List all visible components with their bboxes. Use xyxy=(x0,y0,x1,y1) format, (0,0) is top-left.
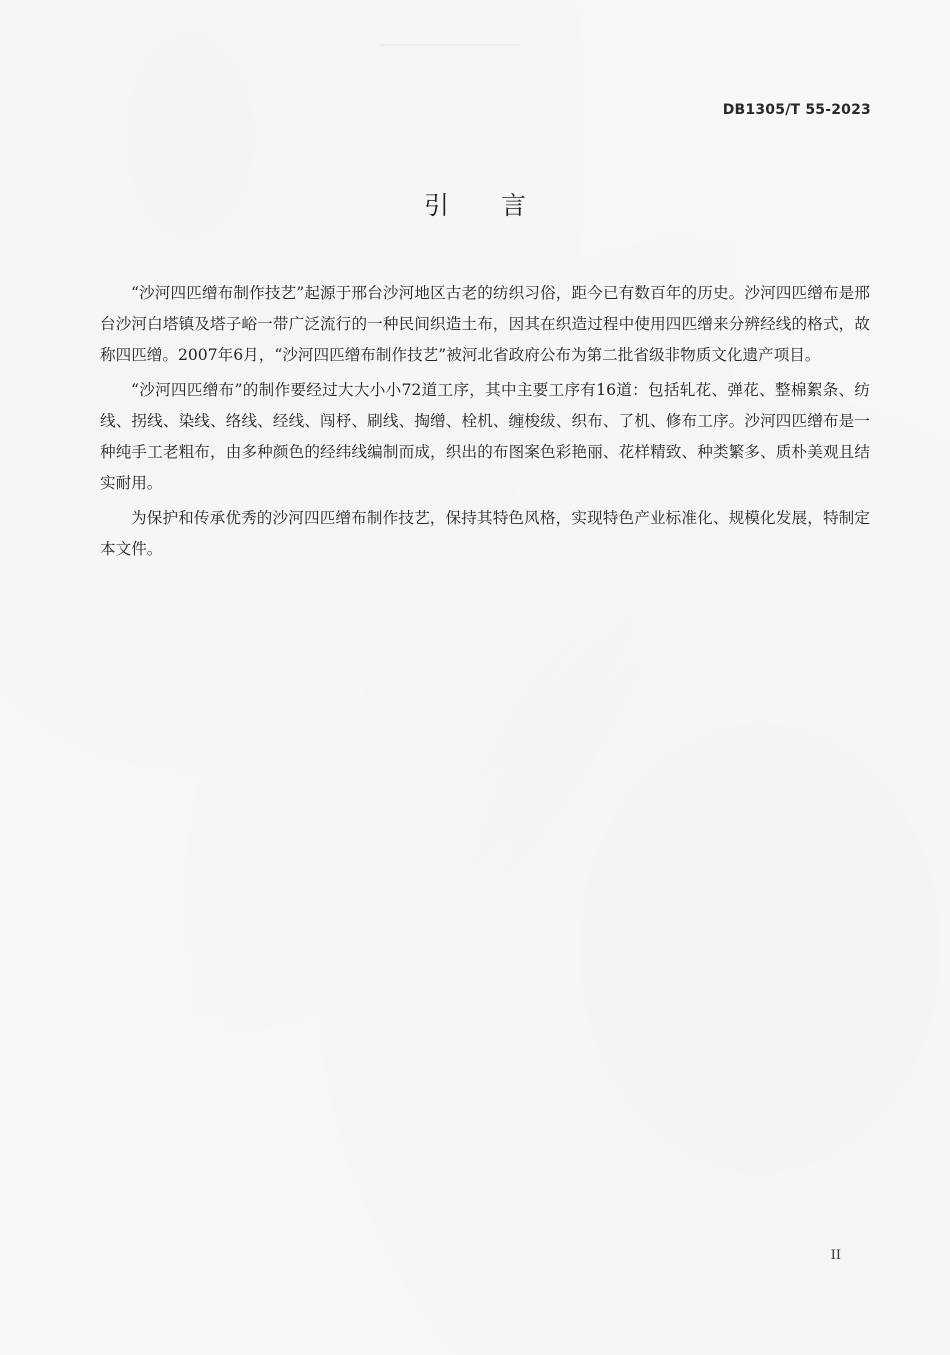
page-number: II xyxy=(830,1248,841,1263)
body-text xyxy=(100,278,870,569)
page-title: 引言 xyxy=(423,191,578,220)
document-code: DB1305/T 55-2023 xyxy=(722,102,871,118)
scan-artifact xyxy=(380,44,520,46)
paragraph-origin: “沙河四匹缯布制作技艺”起源于邢台沙河地区古老的纺织习俗，距今已有数百年的历史。沙河四匹缯布是邢台沙河白塔镇及塔子峪一带广泛流行的一种民间织造土布，因其在织造过程中使用四匹缯来分辨经线的格式，故称四匹缯。2007年6月，“沙河四匹缯布制作技艺”被河北省政府公布为第二批省级非物质文化遗产项目。 xyxy=(100,284,870,364)
paragraph-process: “沙河四匹缯布”的制作要经过大大小小72道工序，其中主要工序有16道：包括轧花、弹花、整棉絮条、纺线、拐线、染线、络线、经线、闯杼、刷线、掏缯、栓机、缠梭绂、织布、了机、修布工序。沙河四匹缯布是一种纯手工老粗布，由多种颜色的经纬线编制而成，织出的布图案色彩艳丽、花样精致、种类繁多、质朴美观且结实耐用。 xyxy=(100,381,870,492)
paragraph-purpose: 为保护和传承优秀的沙河四匹缯布制作技艺，保持其特色风格，实现特色产业标准化、规模化发展，特制定本文件。 xyxy=(100,509,870,558)
